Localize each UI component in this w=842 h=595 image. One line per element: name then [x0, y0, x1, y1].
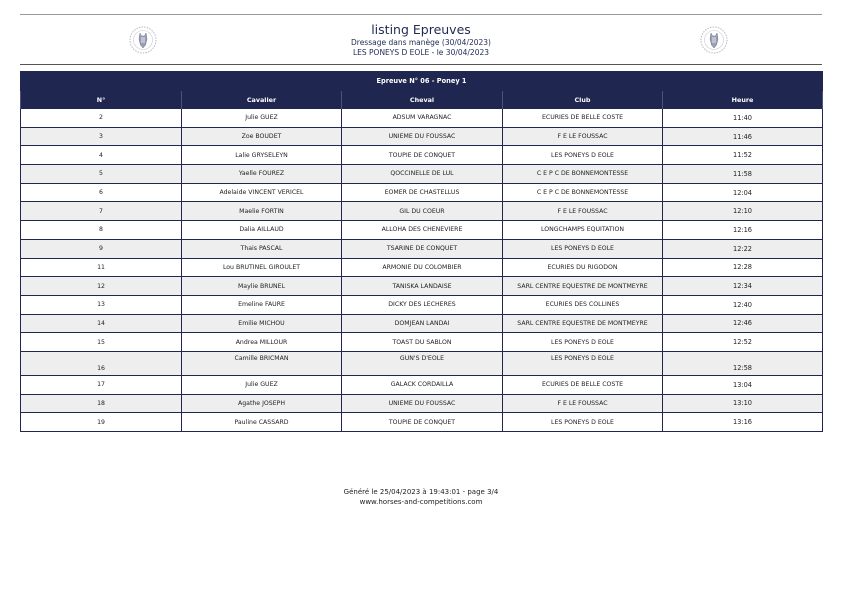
cell-heure: 12:04: [663, 183, 823, 202]
page-title: listing Epreuves: [371, 22, 471, 37]
cell-num: 4: [21, 146, 182, 165]
cell-cavalier: Andrea MILLOUR: [182, 333, 342, 352]
venue-subtitle: LES PONEYS D EOLE - le 30/04/2023: [352, 47, 490, 57]
cell-cavalier: Thais PASCAL: [182, 239, 342, 258]
cell-cheval: GUN'S D'EOLE: [342, 351, 503, 375]
cell-num: 11: [21, 258, 182, 277]
column-header-num: N°: [21, 91, 182, 109]
cell-cheval: TSARINE DE CONQUET: [342, 239, 503, 258]
cell-heure: 12:46: [663, 314, 823, 333]
cell-cavalier: Camille BRICMAN: [182, 351, 342, 375]
cell-cheval: GIL DU COEUR: [342, 202, 503, 221]
cell-cheval: TOAST DU SABLON: [342, 333, 503, 352]
cell-num: 16: [21, 351, 182, 375]
cell-cheval: ADSUM VARAGNAC: [342, 109, 503, 128]
table-row: [21, 413, 823, 432]
table-row: [21, 221, 823, 240]
cell-heure: 12:16: [663, 221, 823, 240]
cell-cavalier: Adelaide VINCENT VERICEL: [182, 183, 342, 202]
table-row: [21, 351, 823, 375]
table-row: [21, 295, 823, 314]
cell-cheval: GALACK CORDAILLA: [342, 375, 503, 394]
cell-num: 12: [21, 277, 182, 296]
cell-heure: 13:16: [663, 413, 823, 432]
cell-club: F E LE FOUSSAC: [503, 202, 663, 221]
cell-club: LES PONEYS D EOLE: [503, 146, 663, 165]
cell-club: ECURIES DE BELLE COSTE: [503, 375, 663, 394]
cell-num: 5: [21, 165, 182, 184]
cell-club: SARL CENTRE EQUESTRE DE MONTMEYRE: [503, 314, 663, 333]
cell-cheval: ALLOHA DES CHENEVIERE: [342, 221, 503, 240]
cell-heure: 11:58: [663, 165, 823, 184]
cell-club: C E P C DE BONNEMONTESSE: [503, 165, 663, 184]
cell-heure: 11:52: [663, 146, 823, 165]
table-row: [21, 127, 823, 146]
column-header-cavalier: Cavalier: [182, 91, 342, 109]
cell-cavalier: Agathe JOSEPH: [182, 394, 342, 413]
cell-num: 2: [21, 109, 182, 128]
cell-club: LES PONEYS D EOLE: [503, 333, 663, 352]
cell-club: LES PONEYS D EOLE: [503, 351, 663, 375]
table-row: [21, 165, 823, 184]
column-header-cheval: Cheval: [342, 91, 503, 109]
epreuve-title: Epreuve N° 06 - Poney 1: [21, 72, 823, 91]
cell-cavalier: Pauline CASSARD: [182, 413, 342, 432]
cell-club: LES PONEYS D EOLE: [503, 239, 663, 258]
cell-cheval: TOUPIE DE CONQUET: [342, 413, 503, 432]
table-row: [21, 394, 823, 413]
cell-club: ECURIES DES COLLINES: [503, 295, 663, 314]
table-row: [21, 239, 823, 258]
column-header-club: Club: [503, 91, 663, 109]
cell-cavalier: Lou BRUTINEL GIROULET: [182, 258, 342, 277]
cell-num: 13: [21, 295, 182, 314]
cell-heure: 13:10: [663, 394, 823, 413]
cell-num: 8: [21, 221, 182, 240]
cell-cheval: UNIEME DU FOUSSAC: [342, 394, 503, 413]
horse-head-emblem-icon: [128, 25, 158, 55]
cell-heure: 12:22: [663, 239, 823, 258]
cell-num: 9: [21, 239, 182, 258]
table-row: [21, 109, 823, 128]
cell-cheval: DOMJEAN LANDAI: [342, 314, 503, 333]
cell-cheval: DICKY DES LECHERES: [342, 295, 503, 314]
cell-heure: 11:46: [663, 127, 823, 146]
cell-cheval: EOMER DE CHASTELLUS: [342, 183, 503, 202]
cell-heure: 12:40: [663, 295, 823, 314]
cell-cavalier: Dalia AILLAUD: [182, 221, 342, 240]
cell-heure: 11:40: [663, 109, 823, 128]
cell-cheval: TOUPIE DE CONQUET: [342, 146, 503, 165]
cell-club: SARL CENTRE EQUESTRE DE MONTMEYRE: [503, 277, 663, 296]
cell-cavalier: Lalie GRYSELEYN: [182, 146, 342, 165]
cell-cheval: ARMONIE DU COLOMBIER: [342, 258, 503, 277]
cell-cavalier: Emilie MICHOU: [182, 314, 342, 333]
cell-club: LES PONEYS D EOLE: [503, 413, 663, 432]
footer: [271, 487, 571, 507]
cell-heure: 12:10: [663, 202, 823, 221]
cell-num: 3: [21, 127, 182, 146]
column-header-heure: Heure: [663, 91, 823, 109]
cell-cavalier: Yaelle FOUREZ: [182, 165, 342, 184]
table-row: [21, 314, 823, 333]
cell-club: C E P C DE BONNEMONTESSE: [503, 183, 663, 202]
cell-heure: 13:04: [663, 375, 823, 394]
cell-cheval: QOCCINELLE DE LUL: [342, 165, 503, 184]
table-row: [21, 146, 823, 165]
cell-heure: 12:58: [663, 351, 823, 375]
cell-cavalier: Zoe BOUDET: [182, 127, 342, 146]
cell-num: 6: [21, 183, 182, 202]
cell-cavalier: Maylie BRUNEL: [182, 277, 342, 296]
table-row: [21, 375, 823, 394]
cell-heure: 12:34: [663, 277, 823, 296]
table-row: [21, 258, 823, 277]
start-list-table: [20, 71, 823, 432]
cell-club: ECURIES DU RIGODON: [503, 258, 663, 277]
cell-cheval: TANISKA LANDAISE: [342, 277, 503, 296]
cell-heure: 12:52: [663, 333, 823, 352]
cell-club: F E LE FOUSSAC: [503, 127, 663, 146]
cell-num: 15: [21, 333, 182, 352]
cell-num: 17: [21, 375, 182, 394]
cell-num: 14: [21, 314, 182, 333]
cell-club: LONGCHAMPS EQUITATION: [503, 221, 663, 240]
generated-info: Généré le 25/04/2023 à 19:43:01 - page 3/4: [343, 488, 499, 496]
table-row: [21, 202, 823, 221]
event-subtitle: Dressage dans manège (30/04/2023): [351, 38, 491, 47]
cell-cavalier: Julie GUEZ: [182, 375, 342, 394]
cell-num: 18: [21, 394, 182, 413]
cell-cavalier: Julie GUEZ: [182, 109, 342, 128]
website-link[interactable]: www.horses-and-competitions.com: [359, 498, 483, 506]
cell-cavalier: Emeline FAURE: [182, 295, 342, 314]
cell-cheval: UNIEME DU FOUSSAC: [342, 127, 503, 146]
top-rule: [20, 14, 822, 15]
cell-heure: 12:28: [663, 258, 823, 277]
table-row: [21, 333, 823, 352]
cell-club: F E LE FOUSSAC: [503, 394, 663, 413]
header: [271, 22, 571, 57]
cell-cavalier: Maelie FORTIN: [182, 202, 342, 221]
horse-head-emblem-icon: [699, 25, 729, 55]
table-row: [21, 277, 823, 296]
header-rule: [20, 64, 822, 65]
table-row: [21, 183, 823, 202]
cell-num: 7: [21, 202, 182, 221]
cell-club: ECURIES DE BELLE COSTE: [503, 109, 663, 128]
cell-num: 19: [21, 413, 182, 432]
